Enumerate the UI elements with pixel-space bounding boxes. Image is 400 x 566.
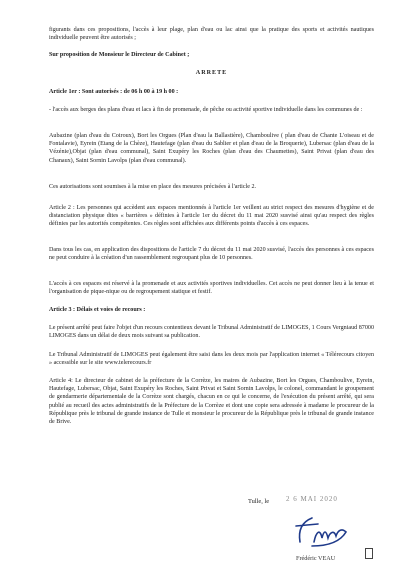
article-2-paragraph: Article 2 : Les personnes qui accèdent aux espaces mentionnés à l'article 1er veillent au strict respect des mesures d'hygiène et de distanciation physique dites « barrières » définies à l'article 1er du décret du 11 mai 2020 susvisé ainsi qu'au respect des règles définies par les autorités compétentes. Ces règles sont affichées aux différents points d'accès à ces espaces.: [49, 205, 374, 228]
article-4-paragraph: Article 4: Le directeur de cabinet de la préfecture de la Corrèze, les maires de Aubazine, Bort les Orgues, Chamboulive, Eyrein, Hautefage, Lubersac, Objat, Saint Exupéry les Roches, Saint Privat et Saint Sornin Lavolps, le colonel, commandant le groupement de gendarmerie départementale de la Corrèze sont chargés, chacun en ce qui le concerne, de l'exécution du présent arrêté, qui sera publié au recueil des actes administratifs de la Préfecture de la Corrèze et dont une copie sera adressée à madame le procureur de la République près le tribunal de grande instance de Tulle et monsieur le procureur de la République près le tribunal de grande instance de Brive.: [49, 378, 374, 426]
appeal-paragraph: Le présent arrêté peut faire l'objet d'un recours contentieux devant le Tribunal Administratif de LIMOGES, 1 Cours Vergniaud 87000 LIMOGES dans un délai de deux mois suivant sa publication.: [49, 325, 374, 340]
signatory-name: Frédéric VEAU: [296, 555, 336, 562]
article-3-heading: Article 3 : Délais et voies de recours :: [49, 307, 146, 313]
reserved-access-paragraph: L'accès à ces espaces est réservé à la promenade et aux activités sportives individuelles. Cet accès ne peut donner lieu à la tenue et l'organisation de pique-nique ou de regroupement statique et festif.: [49, 281, 374, 296]
margin-mark: [365, 548, 373, 559]
telerecours-paragraph: Le Tribunal Administratif de LIMOGES peut également être saisi dans les deux mois par l'application internet « Télérecours citoyen » accessible sur le site www.telerecours.fr: [49, 352, 374, 367]
gathering-limit-paragraph: Dans tous les cas, en application des dispositions de l'article 7 du décret du 11 mai 2020 susvisé, l'accès des personnes à ces espaces ne peut conduire à la création d'un rassemblement regroupant plus de 10 personnes.: [49, 247, 374, 262]
article-1-access-paragraph: - l'accès aux berges des plans d'eau et lacs à fin de promenade, de pêche ou activité sportive individuelle dans les communes de :: [49, 107, 363, 113]
intro-paragraph: figurants dans ces propositions, l'accès à leur plage, plan d'eau ou lac ainsi que la pratique des sports et activités nautiques individuelle peuvent être autorisés ;: [49, 27, 374, 42]
handwritten-signature: [292, 512, 352, 552]
proposal-line: Sur proposition de Monsieur le Directeur de Cabinet ;: [49, 52, 190, 58]
communes-paragraph: Aubazine (plan d'eau du Coiroux), Bort les Orgues (Plan d'eau la Ballastière), Chamboulive ( plan d'eau de Chante L'oiseau et de Fontalavie), Eyrein (Etang de la Chèze), Hautefage (plan d'eau du Sablier et plan d'eau de la Broquerie), Lubersac (plan d'eau de la Vézénie),Objat (plan d'eau communal), Saint Exupéry les Roches (plan d'eau des Chaumettes), Saint Privat (plan d'eau des Chanaux), Saint Sornin Lavolps (plan d'eau communal).: [49, 133, 374, 164]
arrete-heading: ARRETE: [195, 70, 228, 76]
date-stamp: 2 6 MAI 2020: [286, 495, 338, 503]
article-1-heading: Article 1er : Sont autorisés : de 06 h 00 à 19 h 00 :: [49, 89, 179, 95]
conditions-paragraph: Ces autorisations sont soumises à la mise en place des mesures précisées à l'article 2.: [49, 184, 257, 190]
signature-place: Tulle, le: [248, 498, 270, 505]
